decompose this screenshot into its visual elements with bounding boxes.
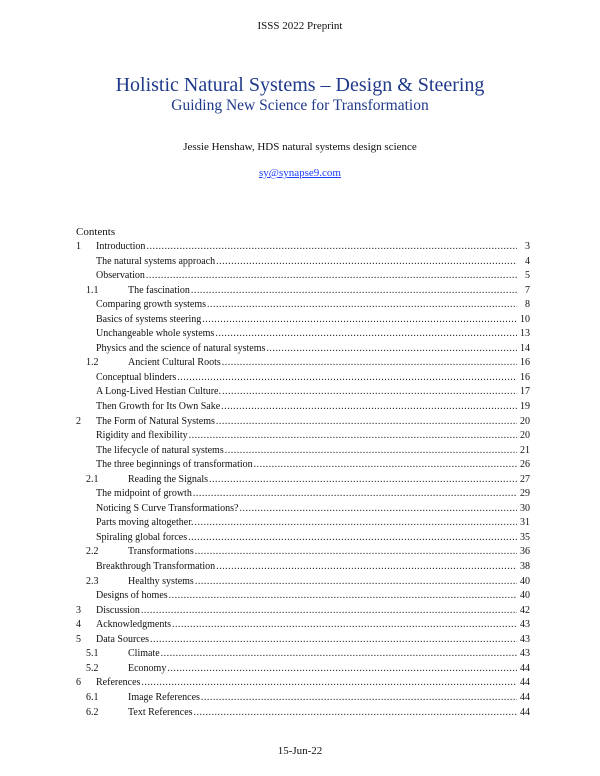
toc-dot-leader <box>177 372 517 383</box>
toc-dot-leader <box>161 648 517 659</box>
toc-entry-page: 38 <box>520 561 530 573</box>
toc-entry-label: Observation <box>96 270 145 282</box>
toc-entry-page: 20 <box>520 415 530 427</box>
toc-dot-leader <box>141 677 517 688</box>
toc-dot-leader <box>222 386 517 397</box>
toc-entry-label: Then Growth for Its Own Sake <box>96 401 221 413</box>
toc-entry[interactable] <box>76 517 530 532</box>
toc-entry[interactable] <box>76 372 530 387</box>
toc-entry-number: 5.2 <box>86 662 99 674</box>
toc-entry[interactable] <box>76 401 530 416</box>
toc-entry[interactable] <box>76 619 530 634</box>
toc-dot-leader <box>172 619 517 630</box>
toc-entry-page: 43 <box>520 619 530 631</box>
toc-entry-page: 13 <box>520 328 530 340</box>
toc-entry-label: Climate <box>128 648 160 660</box>
toc-entry-page: 5 <box>525 270 530 282</box>
toc-dot-leader <box>141 605 517 616</box>
paper-title: Holistic Natural Systems – Design & Steering <box>115 74 485 96</box>
toc-entry-page: 21 <box>520 444 530 456</box>
toc-dot-leader <box>215 328 517 339</box>
toc-entry-label: References <box>96 677 141 689</box>
toc-dot-leader <box>188 532 517 543</box>
toc-entry-page: 30 <box>520 502 530 514</box>
toc-entry[interactable] <box>76 634 530 649</box>
toc-entry-page: 40 <box>520 575 530 587</box>
toc-entry-number: 2.1 <box>86 473 99 485</box>
toc-entry-label: The fascination <box>128 284 190 296</box>
toc-entry-page: 42 <box>520 604 530 616</box>
toc-dot-leader <box>193 488 517 499</box>
toc-entry-label: The lifecycle of natural systems <box>96 444 224 456</box>
toc-entry[interactable] <box>76 677 530 692</box>
toc-entry-label: The natural systems approach <box>96 255 216 267</box>
toc-entry-page: 36 <box>520 546 530 558</box>
toc-entry[interactable] <box>76 314 530 329</box>
toc-dot-leader <box>216 416 517 427</box>
toc-entry-page: 8 <box>525 299 530 311</box>
toc-entry-label: Acknowledgments <box>96 619 171 631</box>
toc-entry-label: Text References <box>128 706 193 718</box>
toc-entry-page: 31 <box>520 517 530 529</box>
toc-entry-number: 1 <box>76 241 81 252</box>
toc-dot-leader <box>222 357 517 368</box>
toc-entry-label: Parts moving altogether. <box>96 517 194 529</box>
toc-entry-page: 16 <box>520 371 530 383</box>
toc-entry[interactable] <box>76 328 530 343</box>
toc-dot-leader <box>266 343 517 354</box>
toc-entry-page: 10 <box>520 313 530 325</box>
toc-entry-label: The midpoint of growth <box>96 488 192 500</box>
toc-entry[interactable] <box>76 692 530 707</box>
toc-entry-number: 6 <box>76 677 81 689</box>
toc-entry-label: Basics of systems steering <box>96 313 202 325</box>
toc-entry-label: The three beginnings of transformation <box>96 459 253 471</box>
running-header: ISSS 2022 Preprint <box>257 20 343 32</box>
toc-entry[interactable] <box>76 386 530 401</box>
toc-entry-label: Spiraling global forces <box>96 531 188 543</box>
toc-dot-leader <box>195 517 518 528</box>
toc-entry-label: Transformations <box>128 546 194 558</box>
toc-entry[interactable] <box>76 561 530 576</box>
toc-entry-page: 4 <box>525 255 530 267</box>
toc-entry-number: 1.2 <box>86 357 99 369</box>
toc-entry-page: 3 <box>525 241 530 252</box>
toc-entry-label: Data Sources <box>96 633 150 645</box>
toc-entry[interactable] <box>76 590 530 605</box>
toc-entry-page: 35 <box>520 531 530 543</box>
toc-dot-leader <box>191 285 517 296</box>
toc-entry-number: 2 <box>76 415 81 427</box>
author-email <box>0 167 600 179</box>
toc-entry-label: Unchangeable whole systems <box>96 328 215 340</box>
toc-entry-number: 5 <box>76 633 81 645</box>
toc-entry-label: Image References <box>128 691 200 703</box>
toc-dot-leader <box>225 445 517 456</box>
toc-dot-leader <box>195 546 517 557</box>
toc-entry[interactable] <box>76 488 530 503</box>
toc-dot-leader <box>146 270 517 281</box>
toc-dot-leader <box>207 299 517 310</box>
toc-dot-leader <box>254 459 517 470</box>
toc-entry[interactable] <box>76 459 530 474</box>
toc-dot-leader <box>216 561 517 572</box>
toc-entry-number: 2.2 <box>86 546 99 558</box>
toc-entry-page: 19 <box>520 401 530 413</box>
toc-entry[interactable] <box>76 605 530 620</box>
toc-entry-label: Reading the Signals <box>128 473 208 485</box>
toc-dot-leader <box>202 314 517 325</box>
toc-entry-number: 1.1 <box>86 284 99 296</box>
toc-dot-leader <box>195 576 517 587</box>
toc-dot-leader <box>167 663 517 674</box>
toc-entry[interactable] <box>76 241 530 256</box>
toc-entry[interactable] <box>76 256 530 271</box>
toc-entry-page: 44 <box>520 706 530 718</box>
toc-entry[interactable] <box>76 503 530 518</box>
toc-entry[interactable] <box>76 474 530 489</box>
toc-entry-label: Conceptual blinders <box>96 371 177 383</box>
toc-entry-page: 27 <box>520 473 530 485</box>
toc-entry-page: 44 <box>520 691 530 703</box>
page-footer-date: 15-Jun-22 <box>277 745 323 757</box>
toc-entry-page: 20 <box>520 430 530 442</box>
toc-entry-number: 6.1 <box>86 691 99 703</box>
toc-entry-label: Comparing growth systems <box>96 299 206 311</box>
toc-entry[interactable] <box>76 663 530 678</box>
toc-entry-page: 44 <box>520 677 530 689</box>
toc-entry[interactable] <box>76 285 530 300</box>
toc-entry-page: 14 <box>520 342 530 354</box>
toc-entry[interactable] <box>76 357 530 372</box>
toc-dot-leader <box>201 692 517 703</box>
toc-entry-label: A Long-Lived Hestian Culture. <box>96 386 221 398</box>
toc-dot-leader <box>209 474 517 485</box>
toc-entry[interactable] <box>76 648 530 663</box>
toc-entry[interactable] <box>76 343 530 358</box>
toc-dot-leader <box>221 401 517 412</box>
toc-entry-number: 2.3 <box>86 575 99 587</box>
toc-dot-leader <box>240 503 518 514</box>
toc-entry-page: 17 <box>520 386 530 398</box>
toc-entry-page: 43 <box>520 648 530 660</box>
table-of-contents <box>76 241 530 721</box>
toc-dot-leader <box>189 430 517 441</box>
toc-dot-leader <box>194 707 517 718</box>
toc-entry-label: Introduction <box>96 241 146 252</box>
paper-subtitle: Guiding New Science for Transformation <box>171 97 429 114</box>
toc-entry-number: 3 <box>76 604 81 616</box>
toc-dot-leader <box>216 256 517 267</box>
toc-entry-label: Economy <box>128 662 167 674</box>
toc-entry-number: 5.1 <box>86 648 99 660</box>
toc-entry-label: Discussion <box>96 604 140 616</box>
toc-entry-number: 6.2 <box>86 706 99 718</box>
toc-entry[interactable] <box>76 707 530 722</box>
toc-entry[interactable] <box>76 416 530 431</box>
toc-entry-page: 16 <box>520 357 530 369</box>
toc-entry-label: Physics and the science of natural systems <box>96 342 266 354</box>
contents-heading: Contents <box>76 226 116 238</box>
toc-entry[interactable] <box>76 576 530 591</box>
toc-entry-label: Healthy systems <box>128 575 194 587</box>
toc-entry[interactable] <box>76 546 530 561</box>
toc-entry-page: 43 <box>520 633 530 645</box>
toc-entry-page: 7 <box>525 284 530 296</box>
email-link[interactable]: sy@synapse9.com <box>259 167 341 179</box>
toc-entry-number: 4 <box>76 619 81 631</box>
toc-entry[interactable] <box>76 532 530 547</box>
toc-entry-label: The Form of Natural Systems <box>96 415 215 427</box>
toc-entry-page: 40 <box>520 590 530 602</box>
toc-entry-label: Designs of homes <box>96 590 168 602</box>
toc-entry-page: 29 <box>520 488 530 500</box>
toc-entry[interactable] <box>76 270 530 285</box>
toc-entry-label: Breakthrough Transformation <box>96 561 216 573</box>
toc-entry-page: 26 <box>520 459 530 471</box>
toc-entry-label: Rigidity and flexibility <box>96 430 188 442</box>
toc-entry[interactable] <box>76 430 530 445</box>
author-line: Jessie Henshaw, HDS natural systems design science <box>183 141 417 153</box>
toc-entry-label: Ancient Cultural Roots <box>128 357 221 369</box>
toc-entry-page: 44 <box>520 662 530 674</box>
toc-dot-leader <box>150 634 517 645</box>
toc-entry[interactable] <box>76 445 530 460</box>
toc-entry-label: Noticing S Curve Transformations? <box>96 502 239 514</box>
toc-dot-leader <box>146 241 517 252</box>
toc-entry[interactable] <box>76 299 530 314</box>
toc-dot-leader <box>169 590 517 601</box>
